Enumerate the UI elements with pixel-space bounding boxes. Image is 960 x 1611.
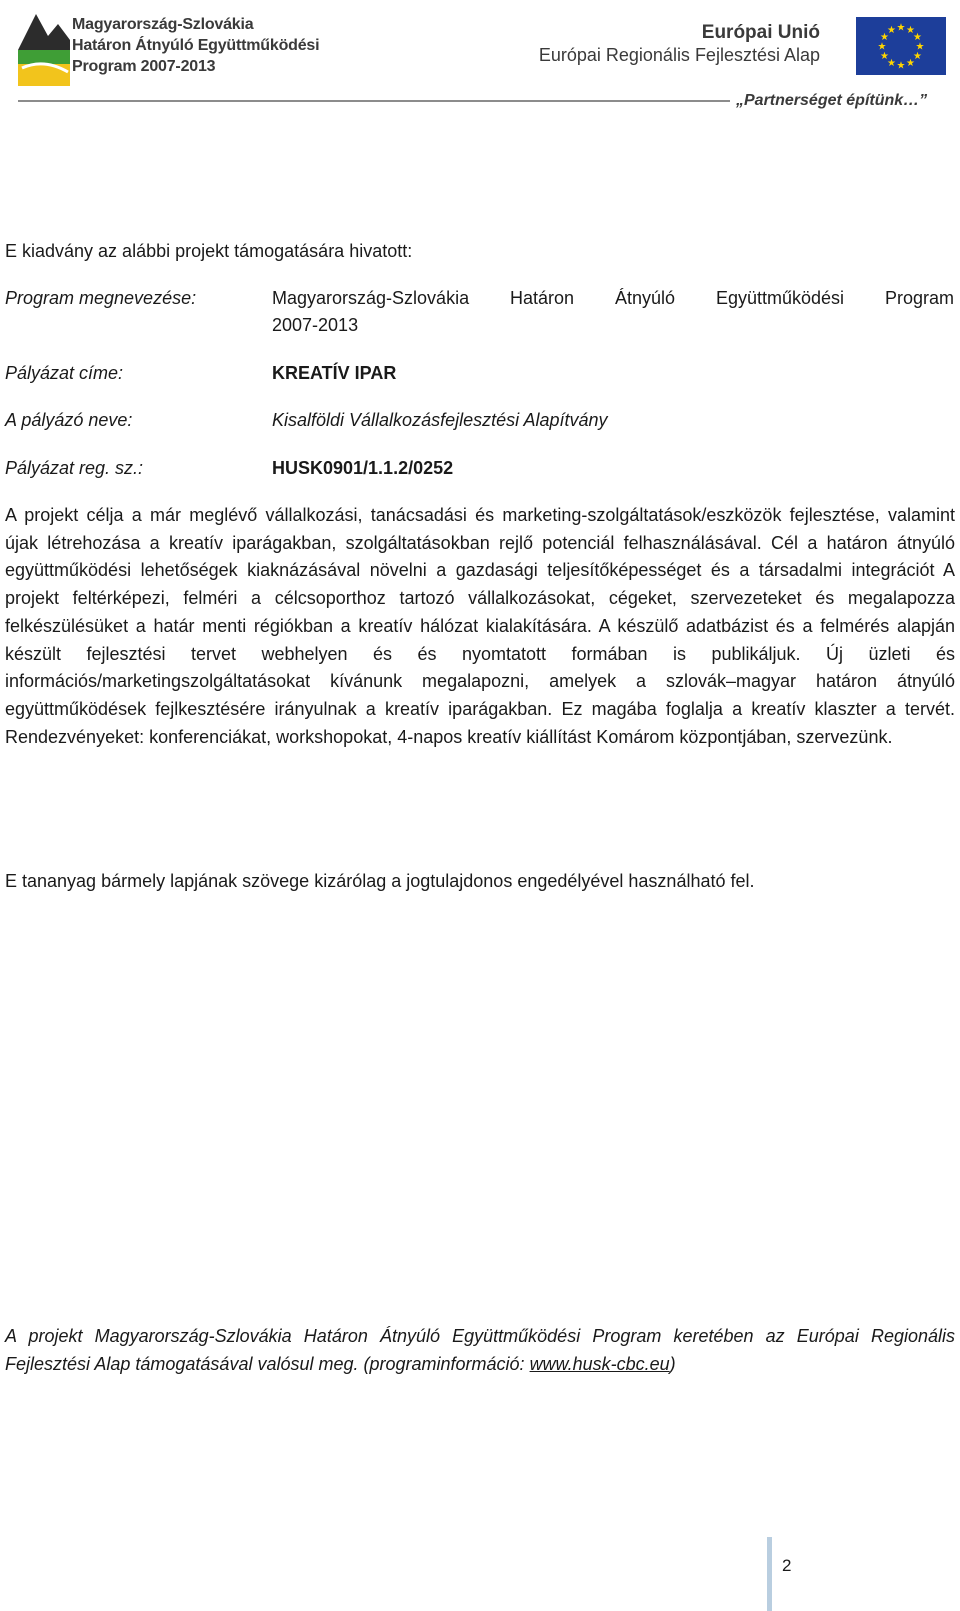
page-number: 2 (782, 1556, 792, 1575)
eu-star-icon: ★ (887, 25, 896, 37)
eu-fund: Európai Regionális Fejlesztési Alap (538, 45, 820, 65)
eu-star-icon: ★ (912, 51, 922, 62)
eu-star-icon: ★ (880, 32, 890, 43)
logo-line-3: Program 2007-2013 (72, 58, 216, 75)
eu-logo-text (539, 22, 820, 66)
eu-star-icon: ★ (912, 32, 922, 43)
eu-star-icon: ★ (915, 41, 925, 53)
logo-line-2: Határon Átnyúló Együttműködési (72, 37, 320, 54)
field-label-applicant: A pályázó neve: (5, 410, 133, 430)
program-info-link[interactable]: www.husk-cbc.eu (529, 1353, 670, 1374)
field-value-reg: HUSK0901/1.1.2/0252 (272, 458, 454, 478)
field-value-program-years: 2007-2013 (272, 315, 359, 335)
eu-title: Európai Unió (701, 22, 820, 43)
eu-star-icon: ★ (896, 60, 906, 72)
header-divider (18, 100, 730, 102)
funding-note-text: A projekt Magyarország-Szlovákia Határon Átnyúló Együttműködési Program keretében az Európai Regionális Fejlesztési Alap támogatásával valósul meg. (programinformáció: (5, 1326, 955, 1374)
intro-text: E kiadvány az alábbi projekt támogatására hivatott: (5, 241, 413, 261)
field-value-applicant: Kisalföldi Vállalkozásfejlesztési Alapítvány (272, 410, 608, 430)
field-label-reg: Pályázat reg. sz.: (5, 458, 144, 478)
project-description: A projekt célja a már meglévő vállalkozási, tanácsadási és marketing-szolgáltatások/eszközök fejlesztése, valamint újak létrehozása a kreatív iparágakban, szolgáltatásokban rejlő potenciál felhasználásával. Cél a határon átnyúló együttműködési lehetőségek kiaknázásával növelni a gazdasági teljesítőképességet és a társadalmi integrációt A projekt feltérképezi, felméri a célcsoporthoz tartozó vállalkozásokat, cégeket, szervezeteket és megalapozza felkészülésüket a határ menti régiókban a kreatív hálózat kialakítására. A készülő adatbázist és a felmérés alapján készült fejlesztési tervet webhelyen és és nyomtatott formában is publikáljuk. Új üzleti és információs/marketingszolgáltatásokat kívánunk megalapozni, amelyek a szlovák–magyar határon átnyúló együttműködések fejlkesztésére irányulnak a kreatív iparágakban. Ez magába foglalja a kreatív klaszter a tervét. Rendezvényeket: konferenciákat, workshopokat, 4-napos kreatív kiállítást Komárom központjában, szervezünk. (5, 505, 955, 747)
program-logo-text (72, 14, 319, 77)
page-number-bar (767, 1537, 772, 1611)
field-label-program: Program megnevezése: (5, 288, 197, 308)
eu-flag-icon (856, 17, 946, 75)
eu-star-icon: ★ (906, 25, 915, 37)
slogan: „Partnerséget építünk…” (736, 92, 928, 109)
field-label-title: Pályázat címe: (5, 363, 124, 383)
eu-star-icon: ★ (877, 41, 887, 53)
eu-star-icon: ★ (887, 57, 896, 69)
copyright-notice: E tananyag bármely lapjának szövege kizárólag a jogtulajdonos engedélyével használható fel. (5, 871, 755, 891)
field-value-program: Magyarország-Szlovákia Határon Átnyúló Együttműködési Program (272, 288, 954, 308)
field-value-title: KREATÍV IPAR (272, 363, 397, 383)
funding-note-close: ) (669, 1353, 676, 1374)
eu-star-icon: ★ (880, 51, 890, 62)
eu-star-icon: ★ (906, 57, 915, 69)
logo-line-1: Magyarország-Szlovákia (72, 16, 254, 33)
eu-star-icon: ★ (896, 22, 906, 34)
program-logo-icon (18, 6, 78, 86)
funding-note (5, 1323, 955, 1378)
